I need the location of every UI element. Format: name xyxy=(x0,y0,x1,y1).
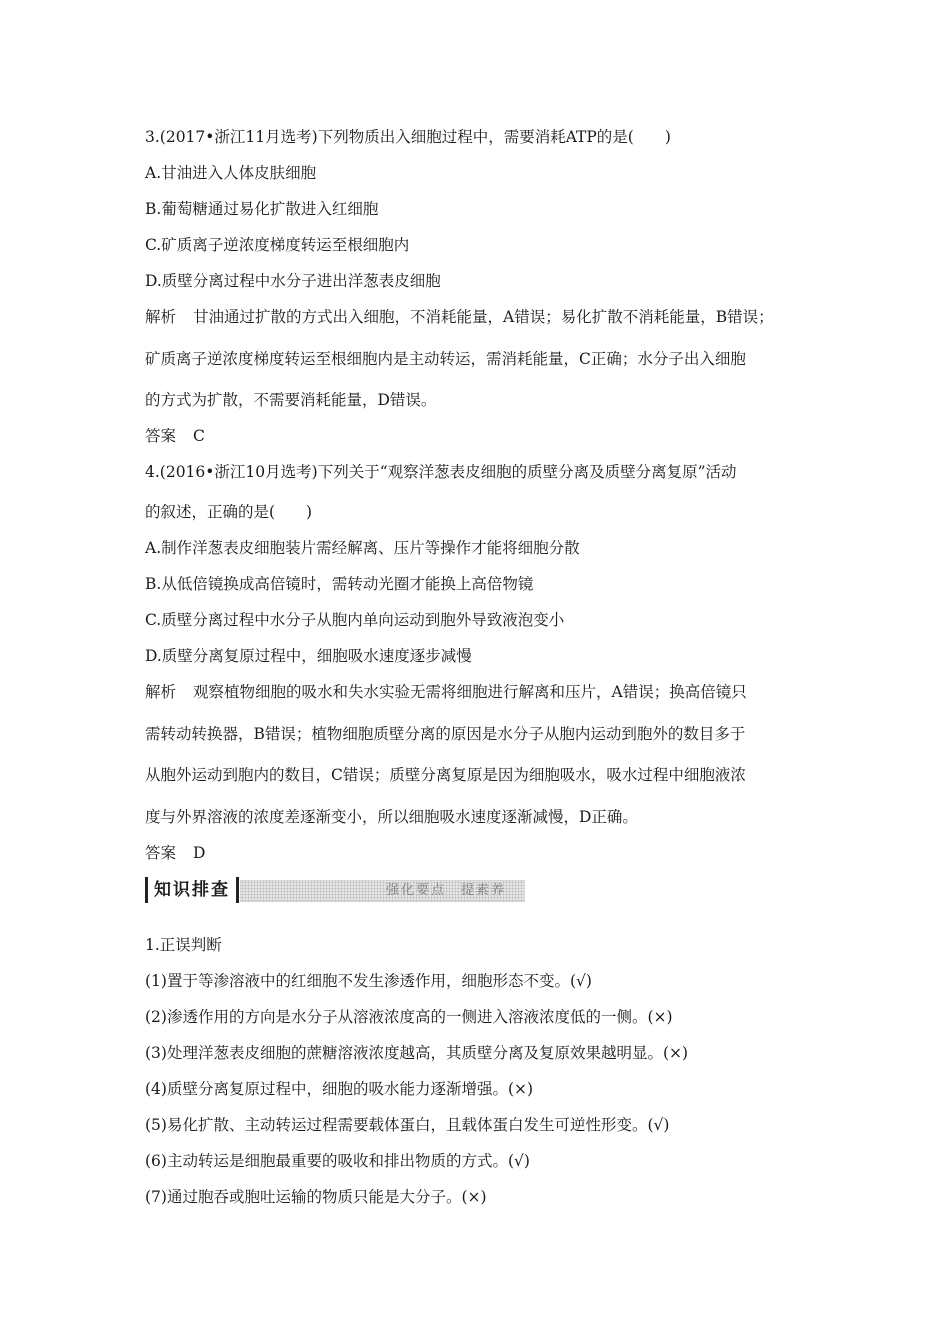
q3-analysis-label: 解析 xyxy=(145,308,177,326)
q4-option-d: D.质壁分离复原过程中，细胞吸水速度逐步减慢 xyxy=(145,647,472,665)
judge-heading: 1.正误判断 xyxy=(145,936,222,954)
q4-analysis-label: 解析 xyxy=(145,683,177,701)
q4-analysis-line-2: 需转动转换器，B错误；植物细胞质壁分离的原因是水分子从胞内运动到胞外的数目多于 xyxy=(145,725,746,743)
q4-answer xyxy=(145,843,205,863)
judge-item-2: (2)渗透作用的方向是水分子从溶液浓度高的一侧进入溶液浓度低的一侧。(×) xyxy=(145,1008,673,1026)
section-banner xyxy=(145,877,525,903)
judge-item-3: (3)处理洋葱表皮细胞的蔗糖溶液浓度越高，其质壁分离及复原效果越明显。(×) xyxy=(145,1044,689,1062)
section-subtitle: 强化要点 提素养 xyxy=(385,883,506,898)
section-title: 知识排查 xyxy=(145,877,239,903)
q4-stem-line-2: 的叙述，正确的是( ) xyxy=(145,503,313,521)
q4-option-b: B.从低倍镜换成高倍镜时，需转动光圈才能换上高倍物镜 xyxy=(145,575,534,593)
q4-answer-label: 答案 xyxy=(145,844,177,862)
q4-stem-line-1: 4.(2016•浙江10月选考)下列关于“观察洋葱表皮细胞的质壁分离及质壁分离复原”活动 xyxy=(145,463,737,481)
judge-item-4: (4)质壁分离复原过程中，细胞的吸水能力逐渐增强。(×) xyxy=(145,1080,534,1098)
q4-analysis-text-1: 观察植物细胞的吸水和失水实验无需将细胞进行解离和压片，A错误；换高倍镜只 xyxy=(193,683,747,701)
q3-option-c: C.矿质离子逆浓度梯度转运至根细胞内 xyxy=(145,236,410,254)
q3-answer xyxy=(145,426,205,446)
section-dotted-bar xyxy=(240,880,525,902)
q3-option-a: A.甘油进入人体皮肤细胞 xyxy=(145,164,317,182)
q3-option-d: D.质壁分离过程中水分子进出洋葱表皮细胞 xyxy=(145,272,441,290)
q4-analysis-line-3: 从胞外运动到胞内的数目，C错误；质壁分离复原是因为细胞吸水，吸水过程中细胞液浓 xyxy=(145,766,746,784)
q3-option-b: B.葡萄糖通过易化扩散进入红细胞 xyxy=(145,200,379,218)
q3-stem: 3.(2017•浙江11月选考)下列物质出入细胞过程中，需要消耗ATP的是( ) xyxy=(145,128,671,146)
judge-item-5: (5)易化扩散、主动转运过程需要载体蛋白，且载体蛋白发生可逆性形变。(√) xyxy=(145,1116,670,1134)
q4-analysis-line-4: 度与外界溶液的浓度差逐渐变小，所以细胞吸水速度逐渐减慢，D正确。 xyxy=(145,808,638,826)
q4-option-a: A.制作洋葱表皮细胞装片需经解离、压片等操作才能将细胞分散 xyxy=(145,539,580,557)
q3-analysis-line-3: 的方式为扩散，不需要消耗能量，D错误。 xyxy=(145,391,437,409)
q4-analysis-line-1 xyxy=(145,682,747,702)
judge-item-6: (6)主动转运是细胞最重要的吸收和排出物质的方式。(√) xyxy=(145,1152,530,1170)
judge-item-1: (1)置于等渗溶液中的红细胞不发生渗透作用，细胞形态不变。(√) xyxy=(145,972,592,990)
q3-analysis-text-1: 甘油通过扩散的方式出入细胞，不消耗能量，A错误；易化扩散不消耗能量，B错误； xyxy=(193,308,774,326)
q3-answer-label: 答案 xyxy=(145,427,177,445)
q3-answer-value: C xyxy=(193,427,205,445)
q3-analysis-line-2: 矿质离子逆浓度梯度转运至根细胞内是主动转运，需消耗能量，C正确；水分子出入细胞 xyxy=(145,350,746,368)
q4-option-c: C.质壁分离过程中水分子从胞内单向运动到胞外导致液泡变小 xyxy=(145,611,565,629)
judge-item-7: (7)通过胞吞或胞吐运输的物质只能是大分子。(×) xyxy=(145,1188,487,1206)
q4-answer-value: D xyxy=(193,844,206,862)
q3-analysis-line-1 xyxy=(145,307,774,327)
